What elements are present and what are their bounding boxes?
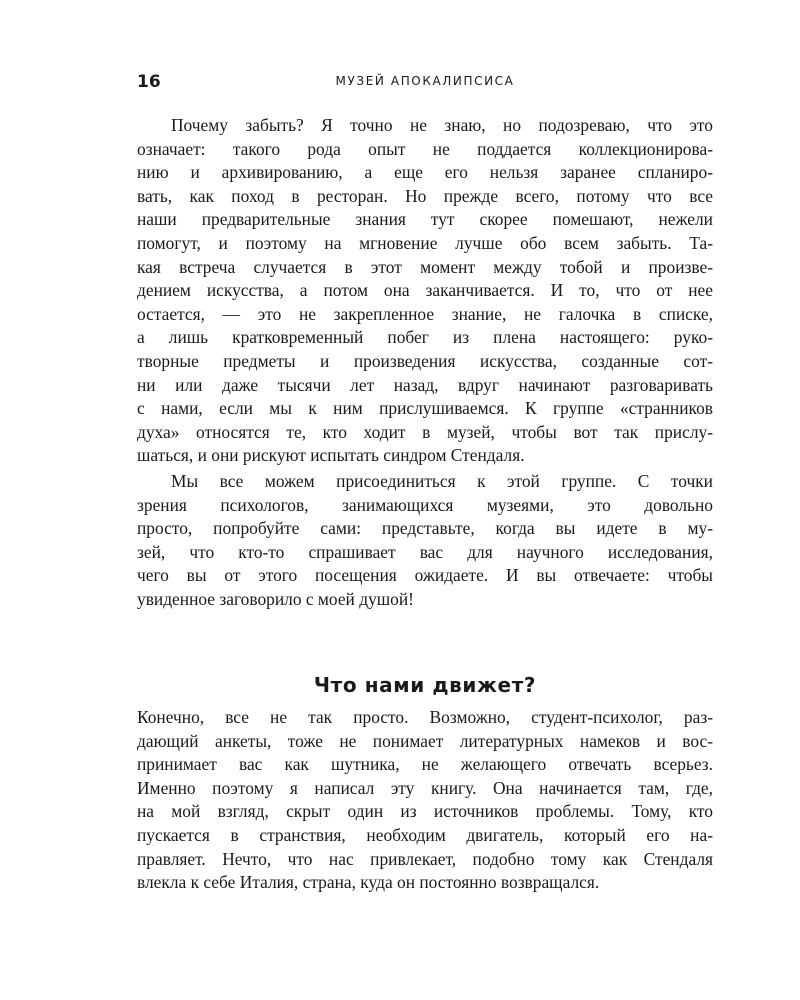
text-line: кая встреча случается в этот момент между тобой и произве- [137,256,713,277]
text-line: просто, попробуйте сами: представьте, когда вы идете в му- [137,518,713,539]
text-line: на мой взгляд, скрыт один из источников проблемы. Тому, кто [137,801,713,822]
text-line: пускается в странствия, необходим двигатель, который его на- [137,824,713,845]
text-line: помогут, и поэтому на мгновение лучше обо всем забыть. Та- [137,232,713,253]
text-line: дающий анкеты, тоже не понимает литературных намеков и вос- [137,730,713,751]
text-line: влекла к себе Италия, страна, куда он постоянно возвращался. [137,872,600,893]
text-line: нию и архивированию, а еще его нельзя заранее спланиро- [137,162,713,183]
text-line: Конечно, все не так просто. Возможно, студент-психолог, раз- [137,707,713,727]
running-header [137,70,713,94]
paragraph-2 [137,470,713,612]
paragraph-3 [137,706,713,895]
running-title: МУЗЕЙ АПОКАЛИПСИСА [335,74,515,88]
text-line: ни или даже тысячи лет назад, вдруг начинают разговаривать [137,374,713,395]
text-line: а лишь кратковременный побег из плена настоящего: руко- [137,327,713,348]
page-number: 16 [137,72,161,92]
text-line: зей, что кто-то спрашивает вас для научного исследования, [137,541,713,562]
paragraph-1 [137,114,713,468]
text-line: чего вы от этого посещения ожидаете. И вы отвечаете: чтобы [137,565,713,586]
section-heading: Что нами движет? [313,672,537,697]
text-line: правляет. Нечто, что нас привлекает, подобно тому как Стендаля [137,848,713,869]
text-line: зрения психологов, занимающихся музеями, это довольно [137,494,713,515]
text-line: означает: такого рода опыт не поддается коллекционирова- [137,138,713,159]
text-line: дением искусства, а потом она заканчивается. И то, что от нее [137,280,713,301]
text-line: принимает вас как шутника, не желающего отвечать всерьез. [137,754,713,775]
text-line: Именно поэтому я написал эту книгу. Она начинается там, где, [137,777,713,798]
text-line: вать, как поход в ресторан. Но прежде всего, потому что все [137,185,713,206]
text-line: Мы все можем присоединиться к этой группе. С точки [171,471,713,491]
text-line: шаться, и они рискуют испытать синдром Стендаля. [137,445,525,466]
text-line: Почему забыть? Я точно не знаю, но подозреваю, что это [171,115,713,135]
text-line: творные предметы и произведения искусства, созданные сот- [137,350,713,371]
text-line: духа» относятся те, кто ходит в музей, чтобы вот так прислу- [137,421,713,442]
text-line: с нами, если мы к ним прислушиваемся. К группе «странников [137,398,713,419]
text-line: остается, — это не закрепленное знание, не галочка в списке, [137,303,713,324]
text-line: увиденное заговорило с моей душой! [137,588,414,609]
text-line: наши предварительные знания тут скорее помешают, нежели [137,209,713,230]
